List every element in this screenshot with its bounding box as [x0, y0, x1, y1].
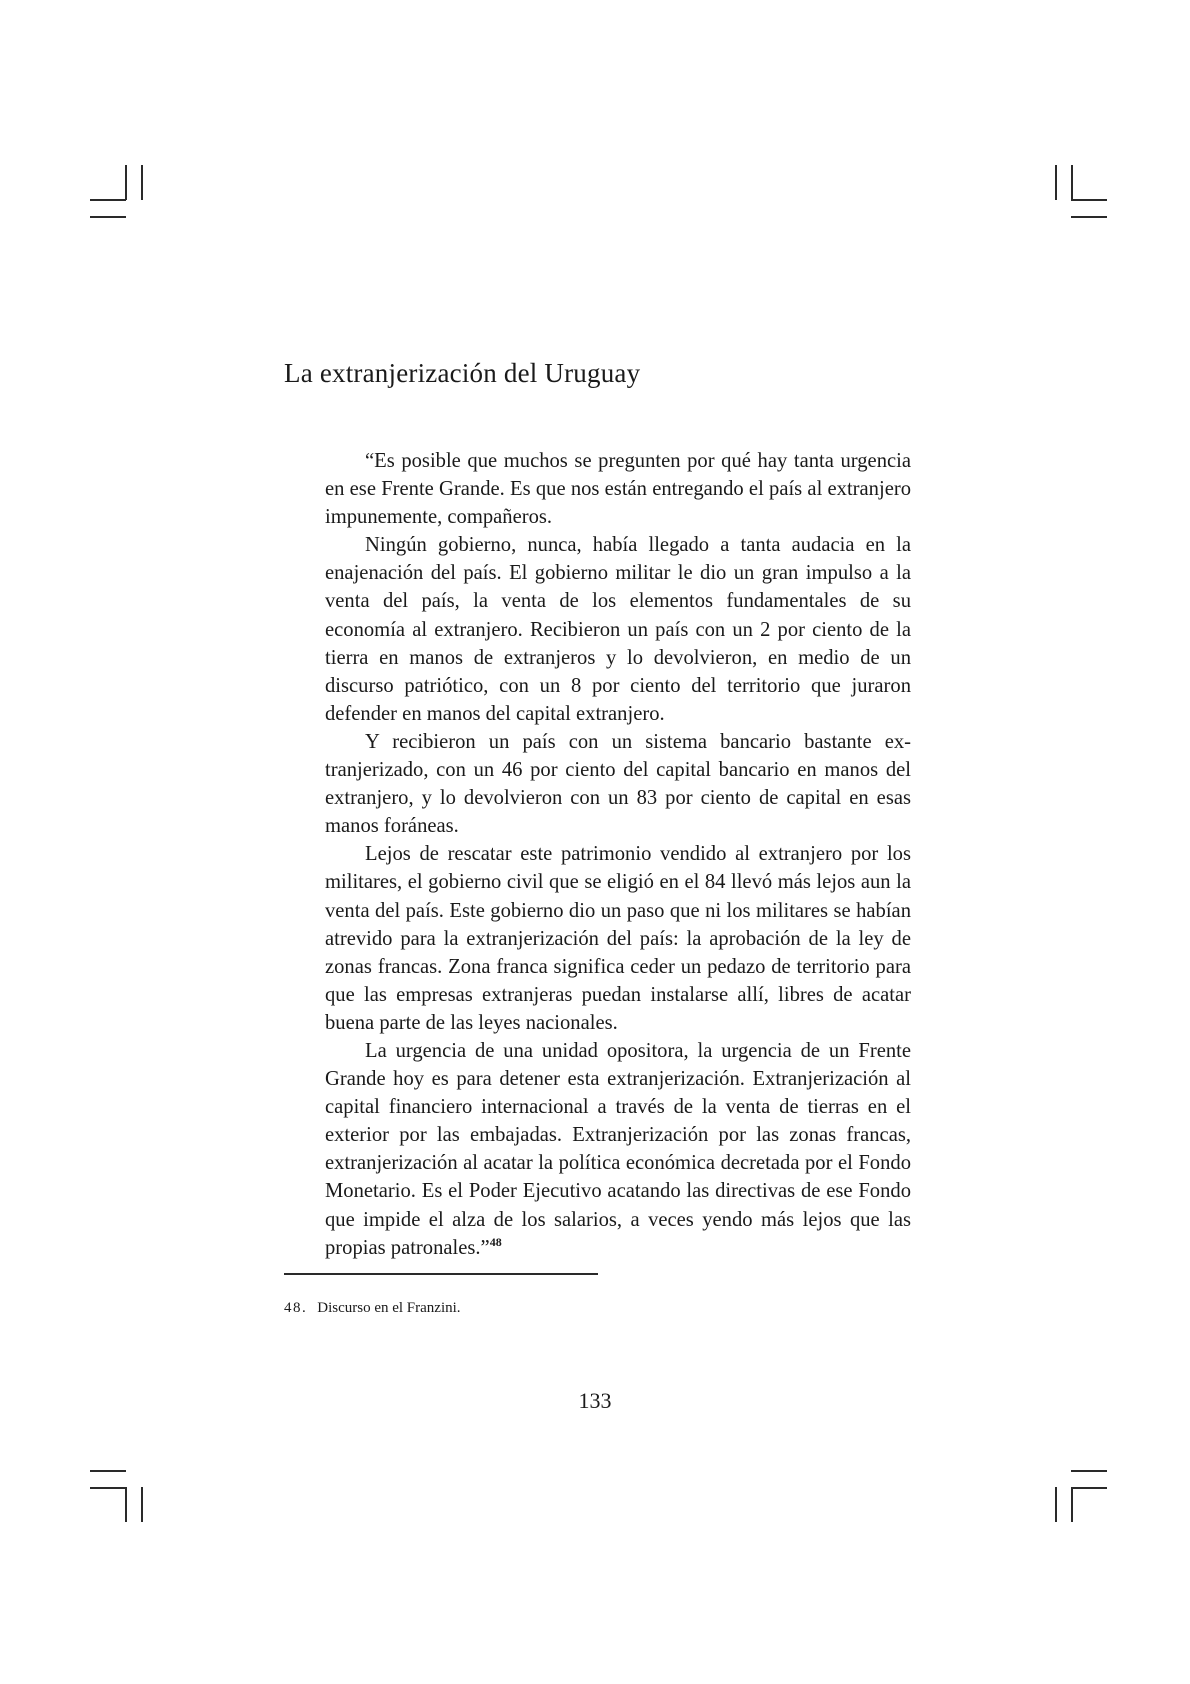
crop-mark — [90, 1470, 126, 1472]
footnote-reference[interactable]: 48 — [489, 1234, 502, 1249]
chapter-title: La extranjerización del Uruguay — [284, 358, 641, 388]
footnote-number: 48. — [284, 1300, 308, 1316]
footnote-text: Discurso en el Franzini. — [317, 1300, 461, 1316]
footnote — [284, 1300, 461, 1317]
crop-mark — [125, 165, 127, 200]
crop-mark — [90, 1487, 126, 1489]
paragraph — [325, 1037, 911, 1262]
paragraph-text: “Es posible que muchos se pregunten por qué hay tanta urgencia en ese Frente Grande. Es que nos están entregando el país al extranjero impunemente, compañeros. — [325, 450, 911, 529]
crop-mark — [141, 165, 143, 200]
paragraph — [325, 531, 911, 728]
paragraph-text: Lejos de rescatar este patrimonio vendido al extranjero por los militares, el gobierno civil que se eligió en el 84 llevó más lejos aun la venta del país. Este gobierno dio un paso que ni los militares se habían atrevido para la extranjerización del país: la aprobación de la ley de zonas francas. Zona franca significa ceder un pedazo de territorio para que las empresas extranjeras puedan instalarse allí, libres de acatar buena parte de las leyes nacionales. — [325, 843, 911, 1034]
crop-mark — [1055, 165, 1057, 200]
crop-mark — [1071, 216, 1107, 218]
page-number: 133 — [578, 1388, 612, 1413]
paragraph — [325, 840, 911, 1037]
paragraph-text: Y recibieron un país con un sistema bancario bastante extranjerizado, con un 46 por ciento del capital bancario en manos del extranjero, y lo devolvieron con un 83 por ciento de capital en esas manos foráneas. — [325, 730, 911, 838]
crop-mark — [125, 1487, 127, 1522]
crop-mark — [90, 216, 126, 218]
crop-mark — [1071, 165, 1073, 200]
crop-mark — [141, 1487, 143, 1522]
paragraph-text: La urgencia de una unidad opositora, la urgencia de un Frente Grande hoy es para detener esta extranjerización. Extranjerización al capital financiero internacional a través de la venta de tierras en el exterior por las embajadas. Extranjerización por las zonas francas, extranjerización al acatar la política económica decretada por el Fondo Monetario. Es el Poder Ejecutivo acatando las directivas de ese Fondo que impide el alza de los salarios, a veces yendo más lejos que las propias patronales.” — [325, 1039, 911, 1259]
crop-mark — [90, 199, 126, 201]
paragraph-text: Ningún gobierno, nunca, había llegado a tanta audacia en la enajenación del país. El gobierno militar le dio un gran impulso a la venta del país, la venta de los elementos fundamentales de su economía al extranjero. Recibieron un país con un 2 por ciento de la tierra en manos de extranjeros y lo devolvieron, en medio de un discurso patriótico, con un 8 por ciento del territorio que juraron defender en manos del capital extranjero. — [325, 534, 911, 725]
footnote-separator — [284, 1273, 598, 1275]
body-text — [325, 447, 911, 1262]
crop-mark — [1071, 1487, 1073, 1522]
paragraph — [325, 728, 911, 840]
crop-mark — [1071, 1487, 1107, 1489]
crop-mark — [1071, 1470, 1107, 1472]
crop-mark — [1071, 199, 1107, 201]
crop-mark — [1055, 1487, 1057, 1522]
paragraph — [325, 447, 911, 531]
